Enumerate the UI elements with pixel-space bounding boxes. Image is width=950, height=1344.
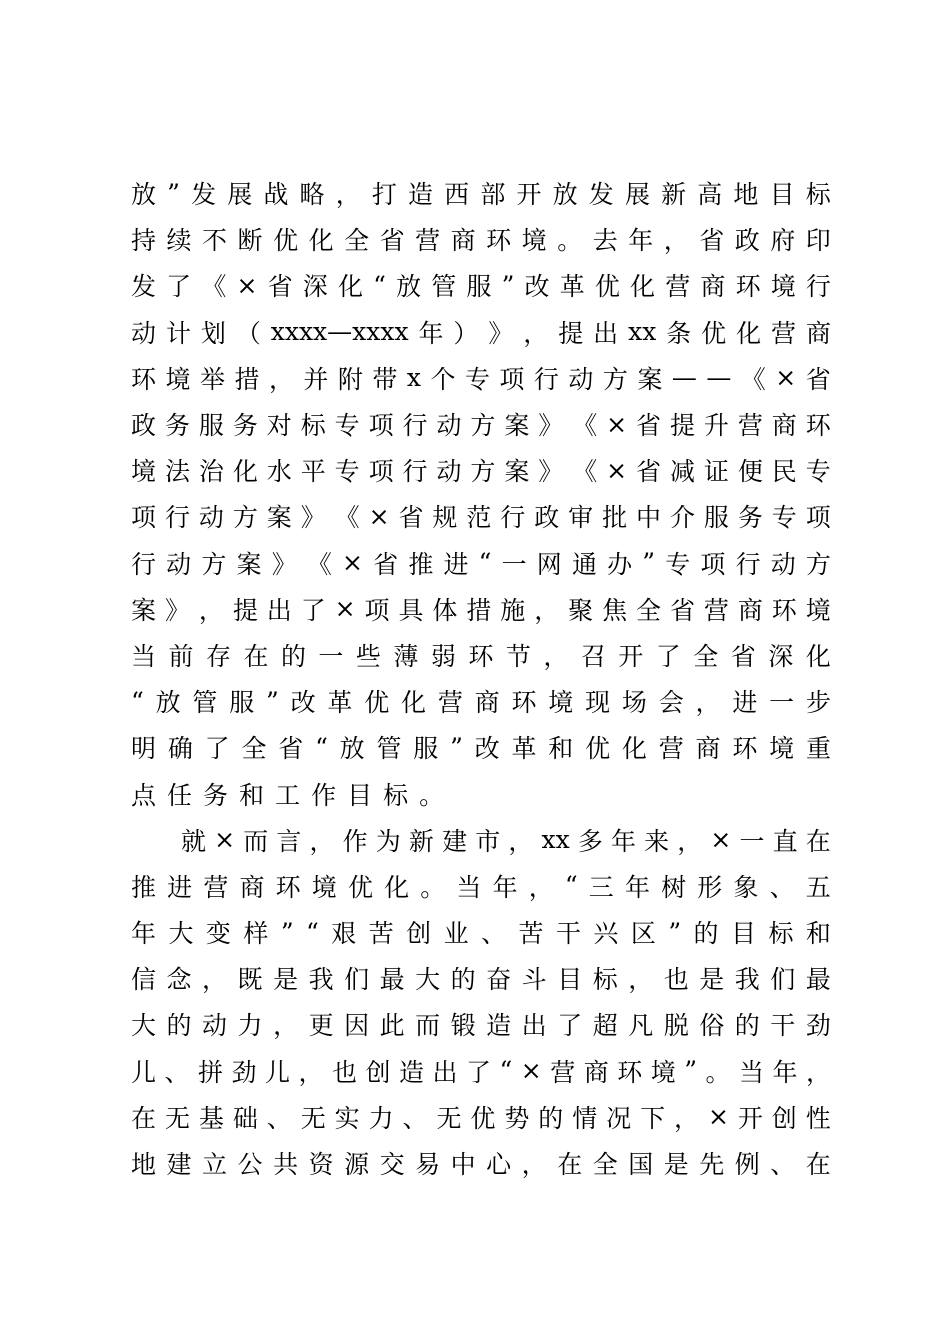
text-line: 在 无 基 础 、 无 实 力 、 无 优 势 的 情 况 下 ， × 开 创 性 [131, 1102, 831, 1133]
paragraph-1 [131, 170, 831, 817]
text-line: 持 续 不 断 优 化 全 省 营 商 环 境 。 去 年 ， 省 政 府 印 [131, 226, 831, 256]
text-line: 信 念 ， 既 是 我 们 最 大 的 奋 斗 目 标 ， 也 是 我 们 最 [131, 965, 831, 995]
text-line: 地 建 立 公 共 资 源 交 易 中 心 ， 在 全 国 是 先 例 、 在 [131, 1150, 831, 1180]
body-text [131, 170, 831, 1186]
text-line: 行 动 方 案 》 《 × 省 推 进 “ 一 网 通 办 ” 专 项 行 动 方 [131, 548, 831, 579]
text-line: 年 大 变 样 ” “ 艰 苦 创 业 、 苦 干 兴 区 ” 的 目 标 和 [131, 917, 831, 949]
text-line: 点 任 务 和 工 作 目 标 。 [131, 780, 456, 810]
text-line: 儿 、 拼 劲 儿 ， 也 创 造 出 了 “ × 营 商 环 境 ” 。 当 年 ， [131, 1056, 831, 1087]
text-line: 当 前 存 在 的 一 些 薄 弱 环 节 ， 召 开 了 全 省 深 化 [131, 641, 831, 671]
text-line: 环 境 举 措 ， 并 附 带 x 个 专 项 行 动 方 案 — — 《 × 省 [131, 363, 831, 394]
text-line: 政 务 服 务 对 标 专 项 行 动 方 案 》 《 × 省 提 升 营 商 环 [131, 409, 831, 441]
text-line: 项 行 动 方 案 》 《 × 省 规 范 行 政 审 批 中 介 服 务 专 项 [131, 501, 831, 533]
text-line: 推 进 营 商 环 境 优 化 。 当 年 ， “ 三 年 树 形 象 、 五 [131, 871, 831, 902]
text-line: 就 × 而 言 ， 作 为 新 建 市 ， xx 多 年 来 ， × 一 直 在 [181, 825, 831, 856]
text-line: “ 放 管 服 ” 改 革 优 化 营 商 环 境 现 场 会 ， 进 一 步 [131, 686, 831, 718]
text-line: 境 法 治 化 水 平 专 项 行 动 方 案 》 《 × 省 减 证 便 民 专 [131, 455, 831, 487]
paragraph-2 [131, 817, 831, 1187]
text-line: 案 》 ， 提 出 了 × 项 具 体 措 施 ， 聚 焦 全 省 营 商 环 境 [131, 594, 831, 625]
text-line: 大 的 动 力 ， 更 因 此 而 锻 造 出 了 超 凡 脱 俗 的 干 劲 [131, 1011, 831, 1041]
text-line: 发 了 《 × 省 深 化 “ 放 管 服 ” 改 革 优 化 营 商 环 境 行 [131, 270, 831, 302]
text-line: 动 计 划 （ xxxx—xxxx 年 ） 》 ， 提 出 xx 条 优 化 营 商 [131, 317, 831, 348]
text-line: 放 ” 发 展 战 略 ， 打 造 西 部 开 放 发 展 新 高 地 目 标 [131, 178, 831, 210]
text-line: 明 确 了 全 省 “ 放 管 服 ” 改 革 和 优 化 营 商 环 境 重 [131, 732, 831, 764]
